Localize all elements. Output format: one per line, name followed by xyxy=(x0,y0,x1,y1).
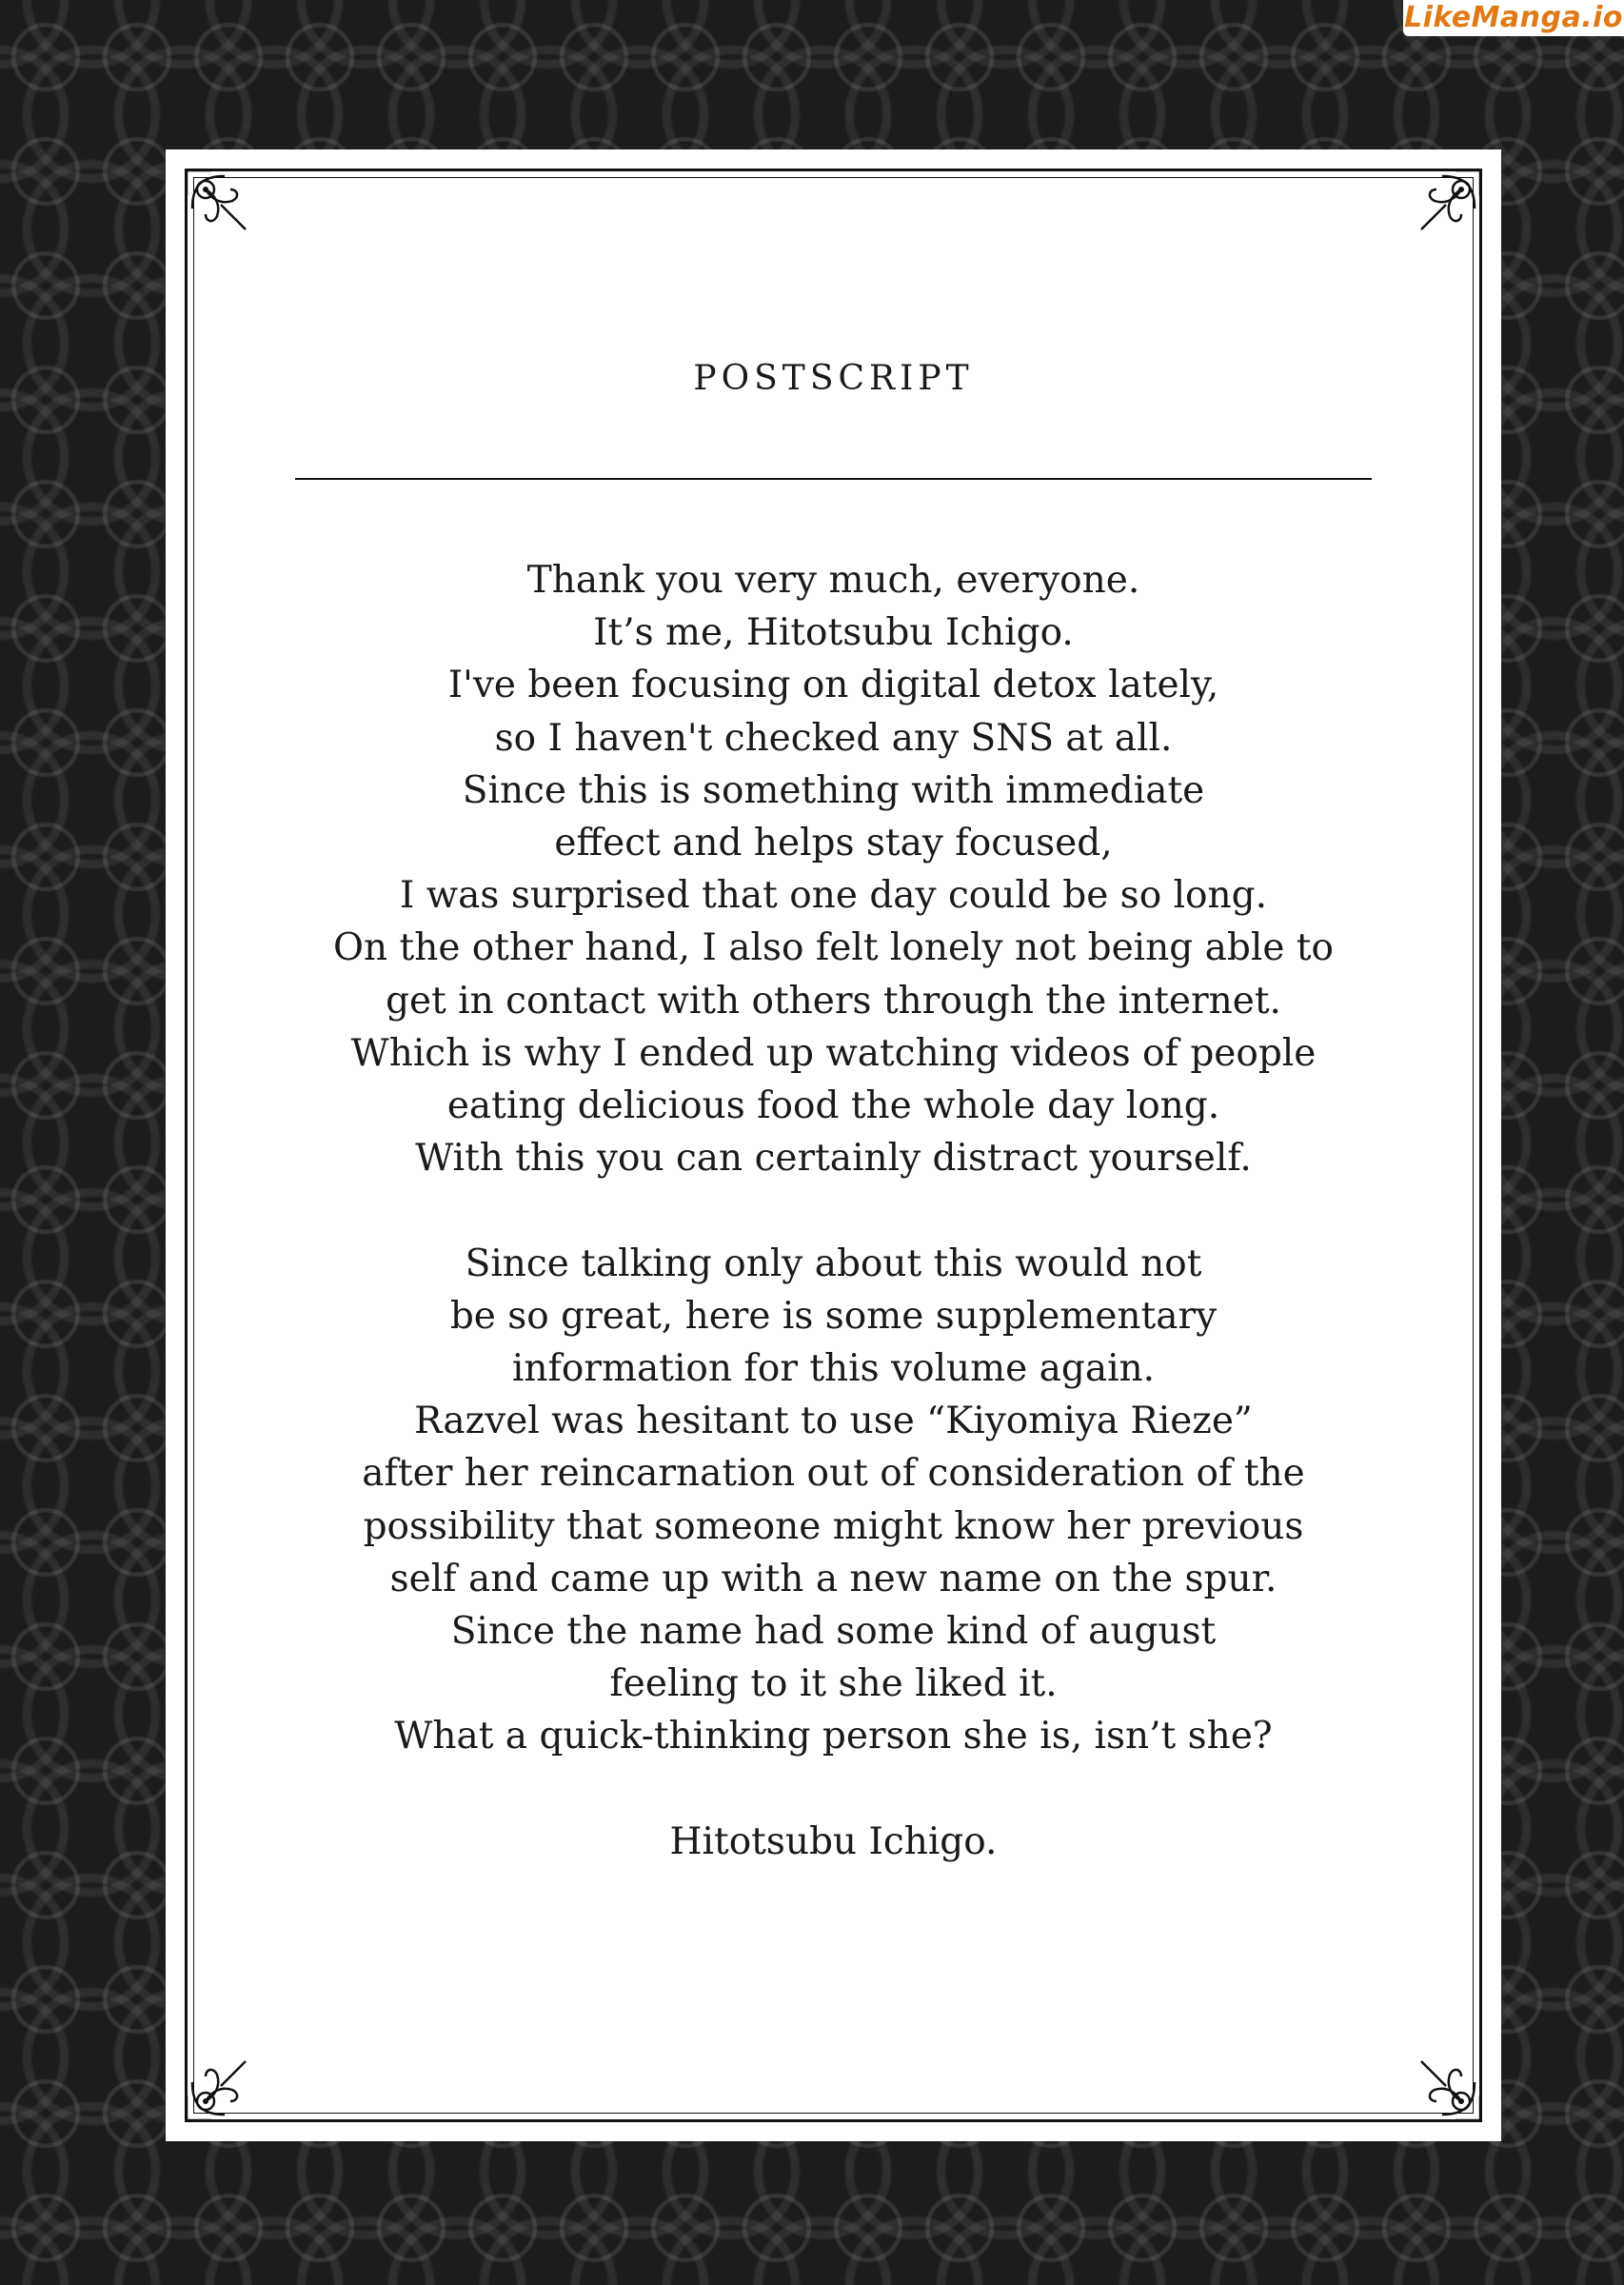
text-line: Since talking only about this would not xyxy=(465,1242,1202,1285)
corner-ornament-icon xyxy=(183,2052,255,2124)
postscript-page xyxy=(166,149,1501,2141)
text-line: Since the name had some kind of august xyxy=(450,1610,1217,1654)
text-line: Which is why I ended up watching videos of people xyxy=(350,1031,1317,1075)
text-line: self and came up with a new name on the spur. xyxy=(389,1557,1277,1600)
postscript-body xyxy=(223,554,1444,1868)
paragraph-2 xyxy=(223,1238,1444,1763)
text-line: effect and helps stay focused, xyxy=(554,822,1113,865)
page-title: POSTSCRIPT xyxy=(693,359,974,398)
site-watermark: LikeManga.io xyxy=(1403,1,1624,34)
text-line: Thank you very much, everyone. xyxy=(526,559,1140,602)
text-line: On the other hand, I also felt lonely not being able to xyxy=(333,926,1334,970)
text-line: feeling to it she liked it. xyxy=(609,1662,1058,1706)
text-line: after her reincarnation out of consideration of the xyxy=(362,1452,1305,1496)
title-divider xyxy=(295,478,1372,480)
text-line: so I haven't checked any SNS at all. xyxy=(494,716,1173,760)
corner-ornament-icon xyxy=(1412,2052,1484,2124)
text-line: It’s me, Hitotsubu Ichigo. xyxy=(593,611,1074,655)
author-signature: Hitotsubu Ichigo. xyxy=(669,1819,998,1863)
paragraph-spacer xyxy=(223,1184,1444,1237)
text-line: eating delicious food the whole day long. xyxy=(446,1084,1220,1128)
text-line: With this you can certainly distract yourself. xyxy=(415,1137,1252,1181)
paragraph-spacer xyxy=(223,1763,1444,1816)
text-line: Razvel was hesitant to use “Kiyomiya Rieze” xyxy=(414,1400,1253,1443)
corner-ornament-icon xyxy=(1412,167,1484,239)
text-line: Since this is something with immediate xyxy=(462,768,1205,812)
text-line: I've been focusing on digital detox lately, xyxy=(447,664,1219,707)
text-line: get in contact with others through the internet. xyxy=(386,979,1281,1023)
text-line: possibility that someone might know her previous xyxy=(363,1504,1304,1548)
text-line: I was surprised that one day could be so long. xyxy=(399,874,1268,918)
corner-ornament-icon xyxy=(183,167,255,239)
text-line: information for this volume again. xyxy=(511,1347,1156,1391)
text-line: be so great, here is some supplementary xyxy=(449,1294,1218,1338)
paragraph-1 xyxy=(223,554,1444,1184)
text-line: What a quick-thinking person she is, isn’t she? xyxy=(394,1715,1273,1758)
